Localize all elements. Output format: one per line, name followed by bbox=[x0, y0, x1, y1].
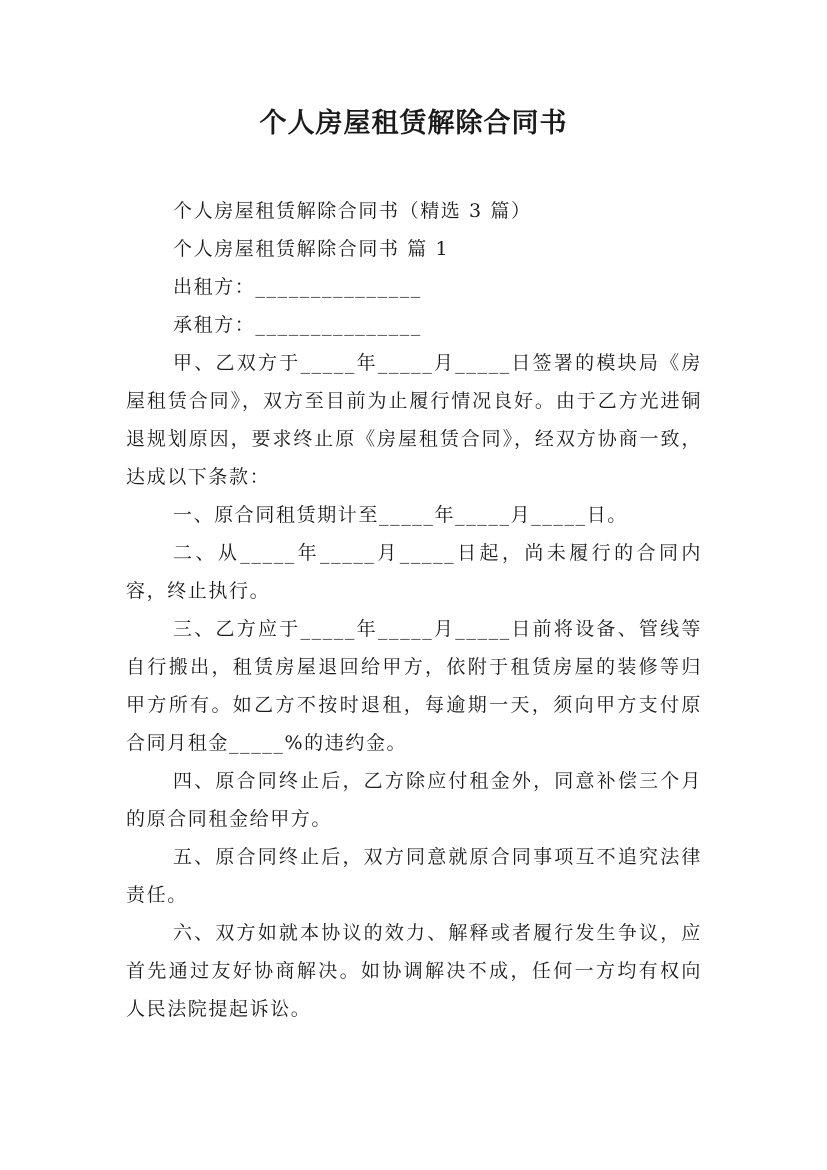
lessee-line: 承租方：_______________ bbox=[173, 314, 422, 336]
clause-3: 三、乙方应于_____年_____月_____日前将设备、管线等自行搬出，租赁房屋退回给甲方，依附于租赁房屋的装修等归甲方所有。如乙方不按时退租，每逾期一天，须向甲方支付原合同月租金_____%的违约金。 bbox=[126, 618, 702, 754]
section-heading: 个人房屋租赁解除合同书 篇 1 bbox=[173, 238, 450, 260]
clause-5: 五、原合同终止后，双方同意就原合同事项互不追究法律责任。 bbox=[126, 846, 702, 906]
clause-6: 六、双方如就本协议的效力、解释或者履行发生争议，应首先通过友好协商解决。如协调解决不成，任何一方均有权向人民法院提起诉讼。 bbox=[126, 922, 702, 1020]
clause-4: 四、原合同终止后，乙方除应付租金外，同意补偿三个月的原合同租金给甲方。 bbox=[126, 770, 702, 830]
subtitle-paragraph: 个人房屋租赁解除合同书（精选 3 篇） bbox=[173, 200, 532, 222]
preamble-paragraph: 甲、乙双方于_____年_____月_____日签署的模块局《房屋租赁合同》，双方至目前为止履行情况良好。由于乙方光进铜退规划原因，要求终止原《房屋租赁合同》，经双方协商一致，达成以下条款： bbox=[126, 352, 702, 488]
clause-1: 一、原合同租赁期计至_____年_____月_____日。 bbox=[173, 504, 628, 526]
document-body bbox=[126, 192, 702, 1028]
document-title: 个人房屋租赁解除合同书 bbox=[259, 108, 568, 139]
clause-2: 二、从_____年_____月_____日起，尚未履行的合同内容，终止执行。 bbox=[126, 542, 702, 602]
lessor-line: 出租方：_______________ bbox=[173, 276, 422, 298]
